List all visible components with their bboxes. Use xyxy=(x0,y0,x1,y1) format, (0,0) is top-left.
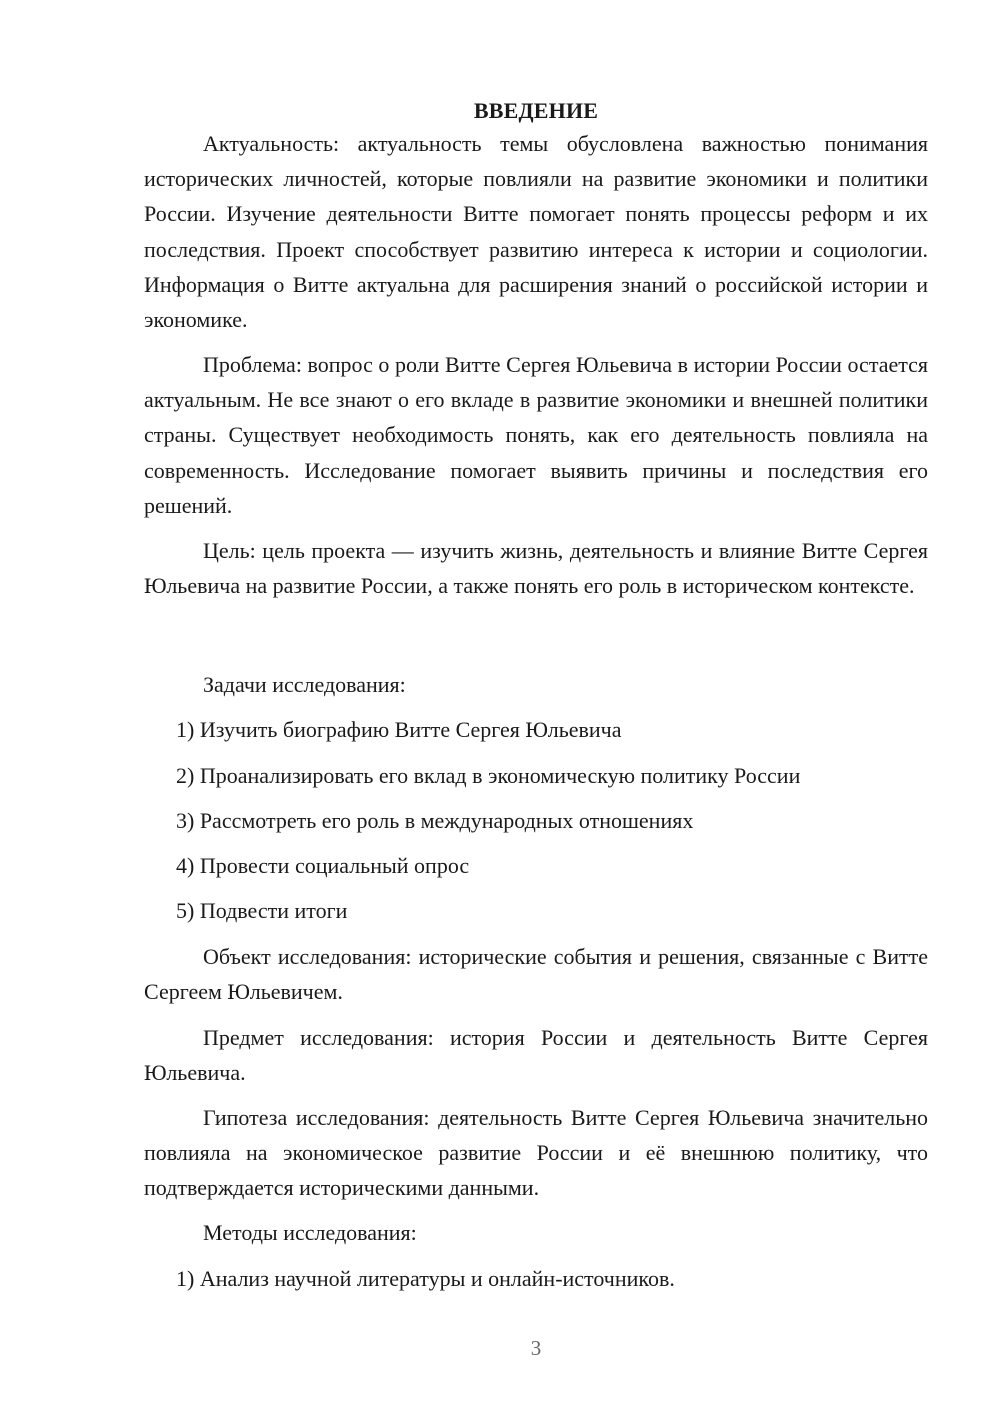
task-item-3: 3) Рассмотреть его роль в международных отношениях xyxy=(176,808,694,833)
method-item-1: 1) Анализ научной литературы и онлайн-источников. xyxy=(176,1266,675,1291)
page-title: ВВЕДЕНИЕ xyxy=(473,98,599,123)
task-item-2: 2) Проанализировать его вклад в экономическую политику России xyxy=(176,763,801,788)
paragraph-object: Объект исследования: исторические события и решения, связанные с Витте Сергеем Юльевичем. xyxy=(144,944,928,1005)
paragraph-relevance: Актуальность: актуальность темы обусловлена важностью понимания исторических личностей, которые повлияли на развитие экономики и политики России. Изучение деятельности Витте помогает понять процессы реформ и их последствия. Проект способствует развитию интереса к истории и социологии. Информация о Витте актуальна для расширения знаний о российской истории и экономике. xyxy=(144,131,928,333)
paragraph-subject: Предмет исследования: история России и деятельность Витте Сергея Юльевича. xyxy=(144,1025,928,1086)
task-item-5: 5) Подвести итоги xyxy=(176,898,348,923)
task-item-4: 4) Провести социальный опрос xyxy=(176,853,470,878)
tasks-heading: Задачи исследования: xyxy=(203,672,406,697)
paragraph-hypothesis: Гипотеза исследования: деятельность Витте Сергея Юльевича значительно повлияла на экономическое развитие России и её внешнюю политику, что подтверждается историческими данными. xyxy=(144,1105,928,1201)
paragraph-goal: Цель: цель проекта — изучить жизнь, деятельность и влияние Витте Сергея Юльевича на развитие России, а также понять его роль в историческом контексте. xyxy=(144,538,928,599)
paragraph-problem: Проблема: вопрос о роли Витте Сергея Юльевича в истории России остается актуальным. Не все знают о его вкладе в развитие экономики и внешней политики страны. Существует необходимость понять, как его деятельность повлияла на современность. Исследование помогает выявить причины и последствия его решений. xyxy=(144,352,928,518)
methods-heading: Методы исследования: xyxy=(203,1220,417,1245)
task-item-1: 1) Изучить биографию Витте Сергея Юльевича xyxy=(176,717,622,742)
page-number: 3 xyxy=(530,1336,542,1360)
